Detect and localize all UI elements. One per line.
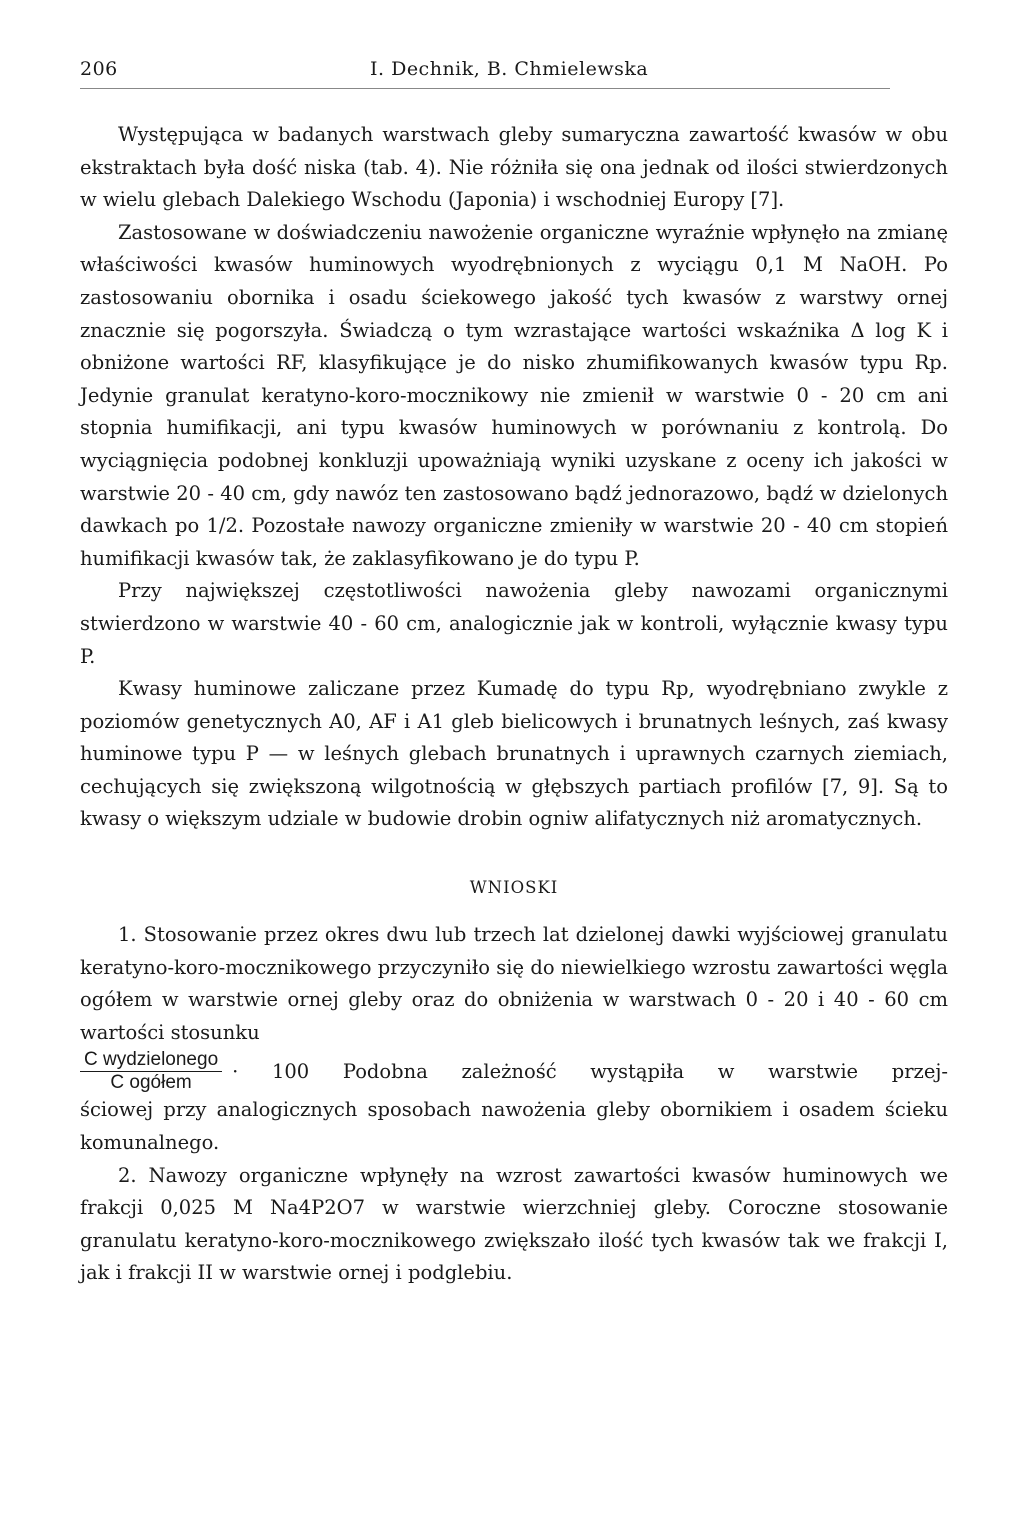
paragraph-3: Przy największej częstotliwości nawożenia gleby nawozami organicznymi stwierdzono w warstwie 40 - 60 cm, analogicznie jak w kontroli, wyłącznie kwasy typu P. bbox=[80, 579, 948, 668]
running-head-authors: I. Dechnik, B. Chmielewska bbox=[370, 58, 649, 80]
paragraph-4: Kwasy huminowe zaliczane przez Kumadę do typu Rp, wyodrębniano zwykle z poziomów genetycznych A0, AF i A1 gleb bielicowych i brunatnych leśnych, zaś kwasy huminowe typu P — w leśnych glebach brunatnych i uprawnych czarnych ziemiach, cechujących się zwiększoną wilgotnością w głębszych partiach profilów [7, 9]. Są to kwasy o większym udziale w budowie drobin ogniw alifatycznych niż aromatycznych. bbox=[80, 677, 948, 831]
ratio-formula-line bbox=[80, 1049, 948, 1094]
paragraph-1: Występująca w badanych warstwach gleby sumaryczna zawartość kwasów w obu ekstraktach była dość niska (tab. 4). Nie różniła się ona jednak od ilości stwierdzonych w wielu glebach Dalekiego Wschodu (Japonia) i wschodniej Europy [7]. bbox=[80, 123, 948, 212]
conclusion-1-text: 1. Stosowanie przez okres dwu lub trzech lat dzielonej dawki wyjściowej granulatu keratyno-koro-mocznikowego przyczyniło się do niewielkiego wzrostu zawartości węgla ogółem w warstwie ornej gleby oraz do obniżenia w warstwach 0 - 20 i 40 - 60 cm wartości stosunku bbox=[80, 923, 948, 1044]
conclusion-1-tail: ściowej przy analogicznych sposobach nawożenia gleby obornikiem i osadem ścieku komunalnego. bbox=[80, 1098, 948, 1155]
conclusion-2: 2. Nawozy organiczne wpłynęły na wzrost zawartości kwasów huminowych we frakcji 0,025 M Na4P2O7 w warstwie wierzchniej gleby. Coroczne stosowanie granulatu keratyno-koro-mocznikowego zwiększało ilość tych kwasów tak we frakcji I, jak i frakcji II w warstwie ornej i podglebiu. bbox=[80, 1163, 948, 1285]
fraction-numerator: C wydzielonego bbox=[80, 1049, 222, 1072]
fraction-denominator: C ogółem bbox=[110, 1072, 192, 1094]
section-title: WNIOSKI bbox=[469, 878, 559, 898]
page bbox=[80, 58, 948, 1290]
header-rule bbox=[80, 88, 890, 89]
running-header bbox=[80, 58, 948, 86]
paragraph-2: Zastosowane w doświadczeniu nawożenie organiczne wyraźnie wpłynęło na zmianę właściwości kwasów huminowych wyodrębnionych z wyciągu 0,1 M NaOH. Po zastosowaniu obornika i osadu ściekowego jakość tych kwasów z warstwy ornej znacznie się pogorszyła. Świadczą o tym wzrastające wartości wskaźnika Δ log K i obniżone wartości RF, klasyfikujące je do nisko zhumifikowanych kwasów typu Rp. Jedynie granulat keratyno-koro-mocznikowy nie zmienił w warstwie 0 - 20 cm ani stopnia humifikacji, ani typu kwasów huminowych w porównaniu z kontrolą. Do wyciągnięcia podobnej konkluzji upoważniają wyniki uzyskane z oceny ich jakości w warstwie 20 - 40 cm, gdy nawóz ten zastosowano bądź jednorazowo, bądź w dzielonych dawkach po 1/2. Pozostałe nawozy organiczne zmieniły w warstwie 20 - 40 cm stopień humifikacji kwasów tak, że zaklasyfikowano je do typu P. bbox=[80, 220, 948, 570]
ratio-fraction bbox=[80, 1049, 222, 1094]
page-number: 206 bbox=[80, 58, 118, 80]
formula-continuation: · 100 Podobna zależność wystąpiła w warstwie przej- bbox=[232, 1059, 948, 1083]
